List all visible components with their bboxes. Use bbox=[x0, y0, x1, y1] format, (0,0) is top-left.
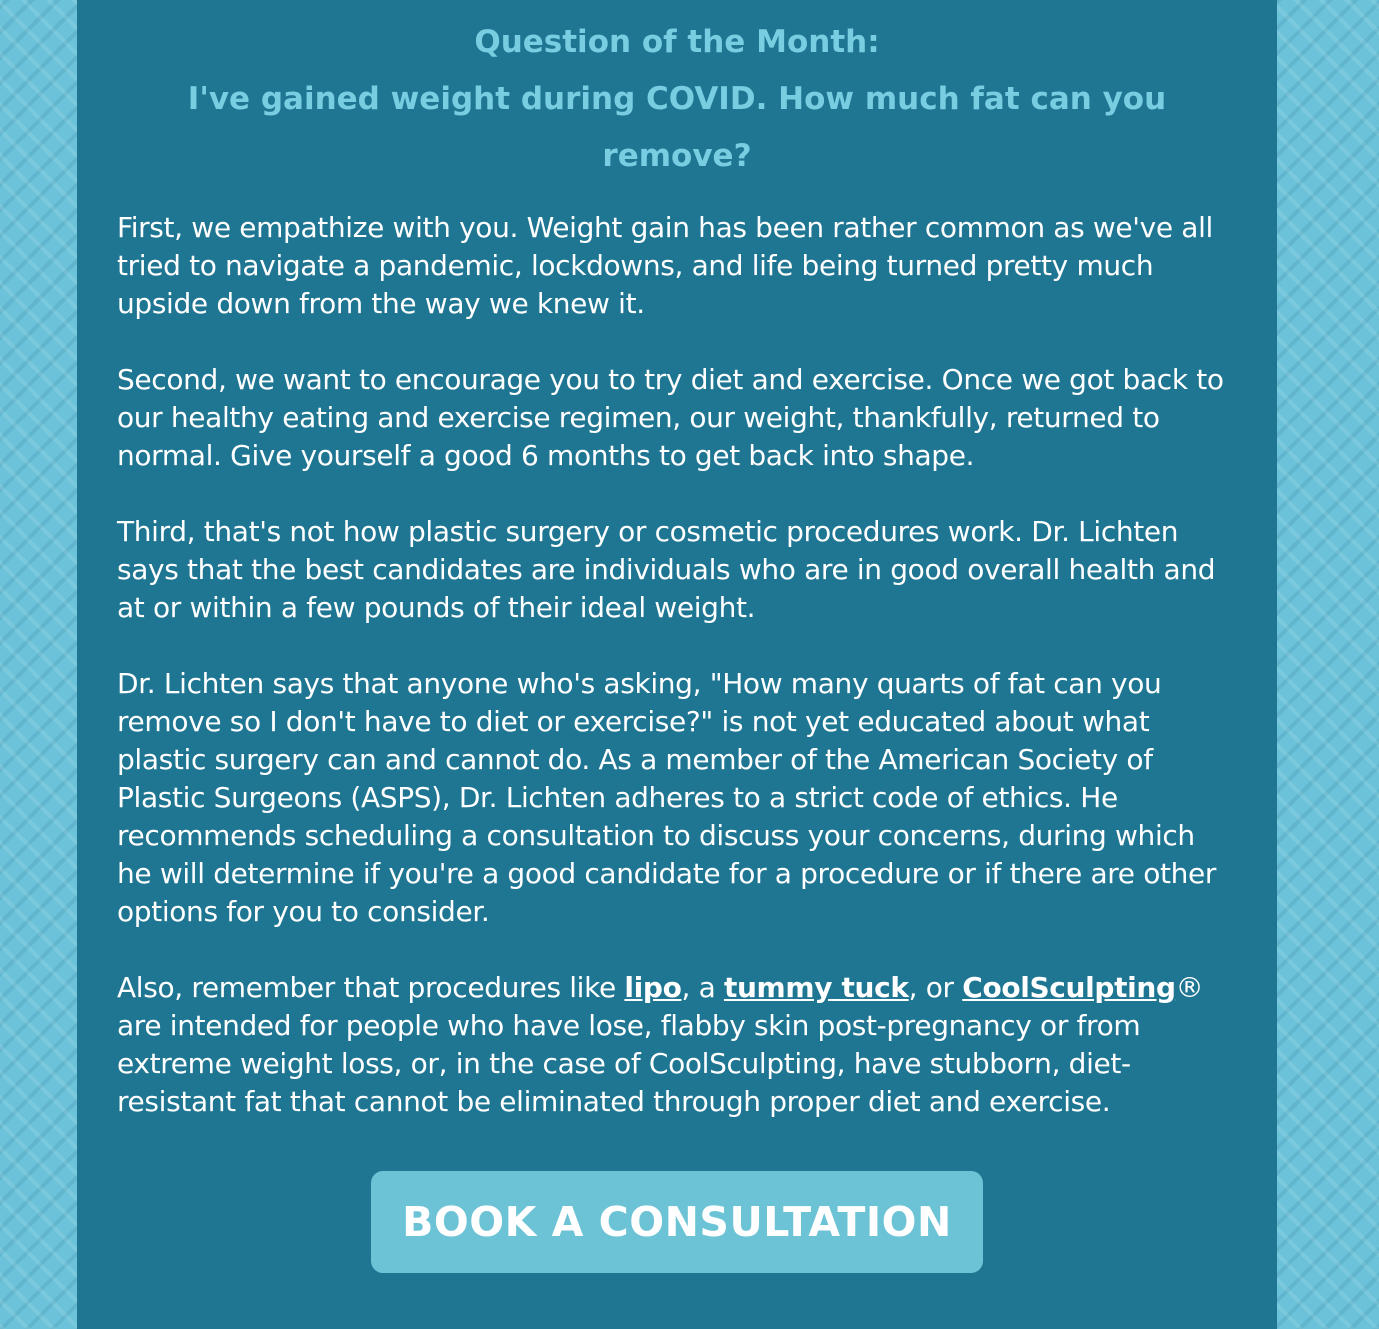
question-heading bbox=[177, 14, 1177, 185]
book-consultation-button[interactable]: BOOK A CONSULTATION bbox=[371, 1171, 983, 1273]
lipo-link[interactable]: lipo bbox=[624, 971, 682, 1004]
paragraph-5-text-before: Also, remember that procedures like bbox=[117, 971, 625, 1004]
paragraph-5-text-mid-1: , a bbox=[681, 971, 724, 1004]
paragraph-1: First, we empathize with you. Weight gain has been rather common as we've all tried to navigate a pandemic, lockdowns, and life being turned pretty much upside down from the way we knew it. bbox=[117, 211, 1213, 320]
article-body bbox=[117, 209, 1237, 1121]
heading-line-1: Question of the Month: bbox=[474, 24, 880, 60]
cta-container bbox=[117, 1171, 1237, 1273]
paragraph-2: Second, we want to encourage you to try diet and exercise. Once we got back to our healthy eating and exercise regimen, our weight, thankfully, returned to normal. Give yourself a good 6 months to get back into shape. bbox=[117, 363, 1224, 472]
paragraph-5 bbox=[117, 969, 1237, 1121]
paragraph-4: Dr. Lichten says that anyone who's asking, "How many quarts of fat can you remove so I don't have to diet or exercise?" is not yet educated about what plastic surgery can and cannot do. As a member of the American Society of Plastic Surgeons (ASPS), Dr. Lichten adheres to a strict code of ethics. He recommends scheduling a consultation to discuss your concerns, during which he will determine if you're a good candidate for a procedure or if there are other options for you to consider. bbox=[117, 667, 1217, 928]
coolsculpting-link[interactable]: CoolSculpting bbox=[962, 971, 1176, 1004]
paragraph-5-text-mid-2: , or bbox=[908, 971, 963, 1004]
heading-line-2: I've gained weight during COVID. How much fat can you remove? bbox=[187, 81, 1167, 174]
paragraph-5-text-after: ® are intended for people who have lose, flabby skin post-pregnancy or from extreme weight loss, or, in the case of CoolSculpting, have stubborn, diet-resistant fat that cannot be eliminated through proper diet and exercise. bbox=[117, 971, 1204, 1118]
tummy-tuck-link[interactable]: tummy tuck bbox=[723, 971, 909, 1004]
newsletter-panel bbox=[77, 0, 1277, 1329]
paragraph-3: Third, that's not how plastic surgery or cosmetic procedures work. Dr. Lichten says that the best candidates are individuals who are in good overall health and at or within a few pounds of their ideal weight. bbox=[117, 515, 1216, 624]
